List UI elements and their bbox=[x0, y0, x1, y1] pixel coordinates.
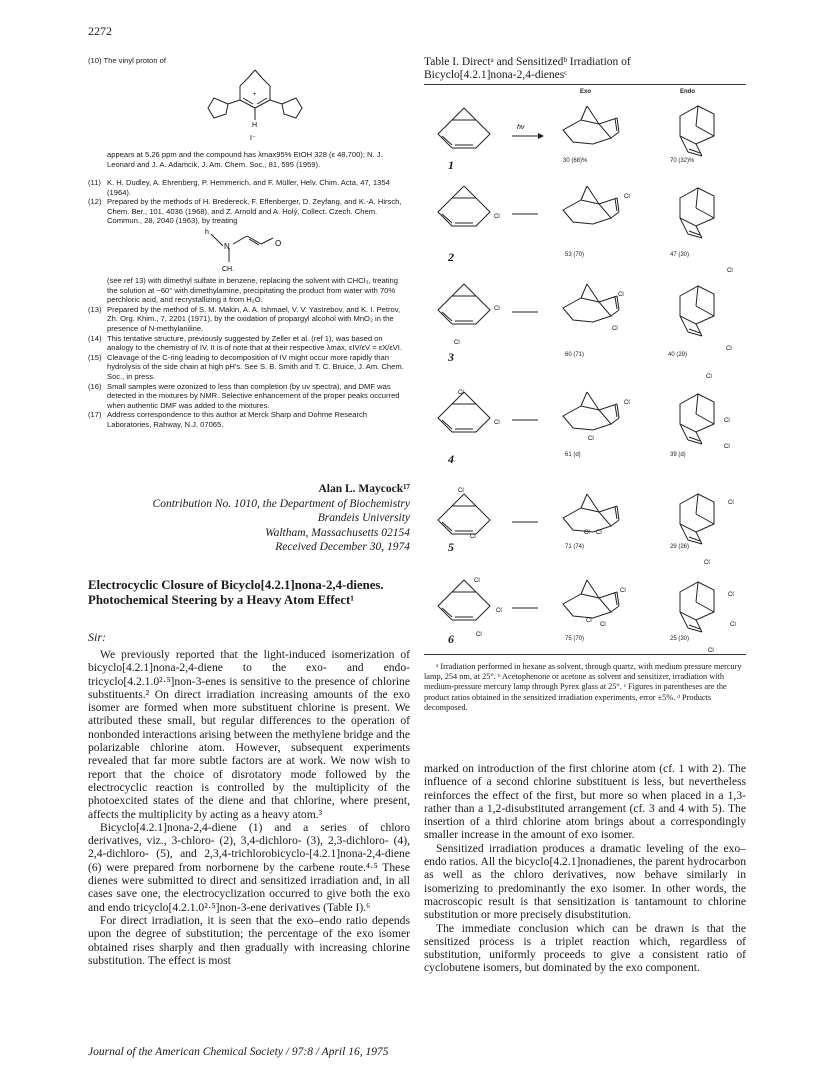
ref15-num: (15) bbox=[88, 352, 102, 362]
struct1-h: H bbox=[252, 122, 258, 129]
struct1-i: I⁻ bbox=[250, 135, 256, 142]
row-5-exo-yield: 71 (74) bbox=[565, 544, 585, 550]
article-body-right bbox=[424, 762, 746, 975]
row-2-exo-yield: 53 (70) bbox=[565, 252, 585, 258]
row-1-endo bbox=[680, 106, 714, 156]
refs-11-12 bbox=[88, 178, 410, 226]
ref10-head: (10) The vinyl proton of bbox=[88, 56, 166, 65]
cl-5c: Cl bbox=[584, 530, 590, 536]
ref13-text: Prepared by the method of S. M. Makin, A. A. Ishmael, V. V. Yastrebov, and K. I. Petrov, Zh. Org. Khim., 7, 2201 (1971), by the oxidation of propargyl alcohol with MnO₂ in the presence of N-methylaniline. bbox=[107, 304, 401, 333]
row-2-endo bbox=[680, 188, 714, 238]
cl-3a: Cl bbox=[494, 306, 500, 312]
page-number: 2272 bbox=[88, 24, 112, 38]
ref17-text: Address correspondence to this author at Merck Sharp and Dohme Research Laboratories, Rahway, N.J. 07065. bbox=[107, 410, 368, 429]
cl-6d: Cl bbox=[620, 588, 626, 594]
ref16-num: (16) bbox=[88, 381, 102, 391]
cl-2c: Cl bbox=[727, 268, 733, 274]
ref12-text: Prepared by the methods of H. Bredereck, F. Effenberger, D. Zeyfang, and K.-A. Hirsch, Chem. Ber., 101, 4036 (1968), and Z. Arnold and A. Holý, Collect. Czech. Chem. Commun., 28, 2040 (1963), by treating bbox=[107, 197, 402, 226]
row-5-diene bbox=[438, 494, 490, 534]
ref15-text: Cleavage of the C-ring leading to decomposition of IV might occur more rapidly than hydrolysis of the side chain at high pH's. See S. B. Smith and T. C. Bruice, J. Am. Chem. Soc., in press. bbox=[107, 352, 404, 381]
cl-3f: Cl bbox=[706, 374, 712, 380]
compound-number-4: 4 bbox=[448, 452, 454, 466]
cl-6f: Cl bbox=[600, 622, 606, 628]
row-3-exo-yield: 60 (71) bbox=[565, 352, 585, 358]
row-6-endo bbox=[680, 582, 714, 632]
table-title-line1: Table I. Directᵃ and Sensitizedᵇ Irradiation of bbox=[424, 56, 631, 68]
cl-6i: Cl bbox=[708, 648, 714, 654]
row-4-diene bbox=[438, 392, 490, 432]
table-footnotes: ᵃ Irradiation performed in hexane as solvent, through quartz, with medium pressure mercury lamp, 254 nm, at 25°. ᵇ Acetophenone or acetone as solvent and sensitizer, irradiation with medium-pressure mercury lamp through Pyrex glass at 25°. ᶜ Figures in parentheses are the product ratios obtained in the sensitized irradiation experiments, error ±5%. ᵈ Products decomposed. bbox=[424, 662, 742, 712]
row-5-endo-yield: 29 (26) bbox=[670, 544, 690, 550]
cl-4c: Cl bbox=[624, 400, 630, 406]
paragraph-6: The immediate conclusion which can be drawn is that the sensitized process is a triplet reaction which, regardless of substitution, uniformly proceeds to give a consistent ratio of cyclobutene isomers, but dominated by the exo component. bbox=[424, 921, 746, 975]
paragraph-4: marked on introduction of the first chlorine atom (cf. 1 with 2). The influence of a second chlorine substituent is less, but nevertheless reinforces the effect of the first, but more so when placed in a 1,3- rather than a 1,2-disubstituted arrangement (cf. 3 and 4 with 5). The insertion of a third chlorine atom brings about a correspondingly smaller increase in the amount of exo isomer. bbox=[424, 762, 746, 842]
affiliation-line2: Brandeis University bbox=[317, 512, 410, 524]
cl-3e: Cl bbox=[726, 346, 732, 352]
compound-number-5: 5 bbox=[448, 540, 454, 554]
row-1-exo-yield: 30 (68)% bbox=[563, 158, 588, 164]
author-name: Alan L. Maycock¹⁷ bbox=[318, 483, 410, 495]
ref16-text: Small samples were ozonized to less than completion (by uv spectra), and DMF was detected in the mixtures by NMR. Selective enhancement of the proper peaks occurred when authentic DMF was added to the mixtures. bbox=[107, 381, 400, 410]
cl-4f: Cl bbox=[724, 444, 730, 450]
cl-4a: Cl bbox=[458, 390, 464, 396]
row-1-exo bbox=[563, 106, 619, 144]
table-title-line2: Bicyclo[4.2.1]nona-2,4-dienesᶜ bbox=[424, 69, 568, 81]
row-5-endo bbox=[680, 494, 714, 544]
cl-5f: Cl bbox=[704, 560, 710, 566]
hv-label: hν bbox=[517, 124, 525, 131]
affiliation-line3: Waltham, Massachusetts 02154 bbox=[265, 526, 410, 539]
row-1-diene bbox=[438, 108, 490, 148]
article-body-left bbox=[88, 648, 410, 967]
reaction-table-drawing bbox=[424, 96, 746, 656]
ref17-num: (17) bbox=[88, 410, 102, 420]
row-2-endo-yield: 47 (30) bbox=[670, 252, 690, 258]
row-6-exo bbox=[563, 580, 619, 618]
paragraph-5: Sensitized irradiation produces a dramatic leveling of the exo–endo ratios. All the bicyclo[4.2.1]nonadienes, the parent hydrocarbon as well as the chloro derivatives, now behave similarly in isomerizing to predominantly the exo isomer. In other words, the macroscopic result is that sensitization is tantamount to chlorine substitution or more precisely disubstitution. bbox=[424, 841, 746, 922]
ref12-num: (12) bbox=[88, 197, 102, 207]
cl-5a: Cl bbox=[458, 488, 464, 494]
article-title: Electrocyclic Closure of Bicyclo[4.2.1]nona-2,4-dienes. Photochemical Steering by a Heavy Atom Effect¹ bbox=[88, 578, 384, 607]
ref11-num: (11) bbox=[88, 178, 101, 187]
row-4-exo-yield: 61 (d) bbox=[565, 452, 581, 458]
cl-4e: Cl bbox=[724, 418, 730, 424]
cl-6g: Cl bbox=[728, 592, 734, 598]
row-6-diene bbox=[438, 580, 490, 620]
row-1-endo-yield: 70 (32)% bbox=[670, 158, 695, 164]
cl-6e: Cl bbox=[586, 618, 592, 624]
table-title bbox=[424, 56, 746, 82]
ref11-text: K. H. Dudley, A. Ehrenberg, P. Hemmerich, and F. Müller, Helv. Chim. Acta, 47, 1354 (1964). bbox=[107, 178, 390, 197]
ref12-cont: (see ref 13) with dimethyl sulfate in benzene, replacing the solvent with CHCl₃, treating the solution at −60° with dimethylamine, precipitating the product from water with 70% perchloric acid, and recrystallizing it from H₂O. bbox=[107, 276, 398, 305]
cl-5b: Cl bbox=[470, 534, 476, 540]
col-header-endo: Endo bbox=[680, 89, 695, 95]
col-header-exo: Exo bbox=[580, 89, 592, 95]
structure-vinamidinium bbox=[200, 64, 310, 144]
cl-5e: Cl bbox=[728, 500, 734, 506]
row-3-diene bbox=[438, 284, 490, 324]
compound-number-1: 1 bbox=[448, 158, 454, 172]
struct1-plus: + bbox=[253, 92, 257, 98]
ref10-text: appears at 5.26 ppm and the compound has λmax95% EtOH 328 (ε 48,700); N. J. Leonard and J. A. Adamcik, J. Am. Chem. Soc., 81, 595 (1959). bbox=[107, 150, 383, 169]
ref13-num: (13) bbox=[88, 304, 102, 314]
row-4-endo-yield: 39 (d) bbox=[670, 452, 686, 458]
cl-3c: Cl bbox=[618, 292, 624, 298]
cl-5d: Cl bbox=[596, 530, 602, 536]
journal-footer: Journal of the American Chemical Society / 97:8 / April 16, 1975 bbox=[88, 1046, 389, 1058]
cl-3d: Cl bbox=[612, 326, 618, 332]
affiliation-line1: Contribution No. 1010, the Department of Biochemistry bbox=[152, 497, 410, 510]
salutation: Sir: bbox=[88, 630, 106, 644]
paragraph-2: Bicyclo[4.2.1]nona-2,4-diene (1) and a series of chloro derivatives, viz., 3-chloro- (2), 3,4-dichloro- (3), 2,3-dichloro- (4), 2,4-dichloro- (5), and 2,3,4-trichlorobicyclo-[4.2.1]nona-2,4-diene (6) were prepared from norbornene by the carbene route.⁴·⁵ These dienes were submitted to direct and sensitized irradiation and, in all cases save one, the electrocyclization occurred to give both the exo and endo tricyclo[4.2.1.0²·⁵]non-3-ene derivatives (Table I).⁶ bbox=[88, 820, 410, 914]
cl-6b: Cl bbox=[496, 608, 502, 614]
paragraph-1: We previously reported that the light-induced isomerization of bicyclo[4.2.1]nona-2,4-diene to the exo- and endo-tricyclo[4.2.1.0²·⁵]non-3-enes is sensitive to the presence of chlorine substituents.² On direct irradiation increasing amounts of the exo isomer are formed when more substituent chlorine is present. We attributed these small, but regular differences to the operation of nonbonded interactions arising between the methylene bridge and the polarizable chlorine atom. However, subsequent experiments revealed that far more subtle factors are at work. We now wish to report that the choice of disrotatory mode followed by the electrocyclic reaction is controlled by the multiplicity of the photoexcited states of the diene and that chlorine, where present, affects the multiplicity by acting as a heavy atom.³ bbox=[88, 648, 410, 821]
refs-12-to-17 bbox=[88, 276, 410, 430]
cl-6a: Cl bbox=[474, 578, 480, 584]
received-date: Received December 30, 1974 bbox=[275, 541, 410, 553]
struct2-n: N bbox=[224, 242, 230, 251]
row-2-diene bbox=[438, 186, 490, 226]
cl-2a: Cl bbox=[494, 214, 500, 220]
ref14-num: (14) bbox=[88, 333, 102, 343]
cl-6c: Cl bbox=[476, 632, 482, 638]
cl-4b: Cl bbox=[494, 420, 500, 426]
struct2-h: h bbox=[205, 229, 209, 236]
row-5-exo bbox=[563, 494, 619, 532]
ref14-text: This tentative structure, previously suggested by Zeller et al. (ref 1), was based on analogy to the chemistry of IV. It is of note that at their respective λmax, εIV/εV = εX/εVI. bbox=[107, 333, 402, 353]
cl-4d: Cl bbox=[588, 436, 594, 442]
struct2-ch: CH. bbox=[222, 266, 235, 273]
row-3-endo bbox=[680, 286, 714, 336]
paragraph-3: For direct irradiation, it is seen that the exo–endo ratio depends upon the degree of substitution; the percentage of the exo isomer obtained rises sharply and then gradually with increasing chlorine substitution. The effect is most bbox=[88, 913, 410, 967]
cl-6h: Cl bbox=[730, 622, 736, 628]
author-signature bbox=[88, 482, 410, 555]
table-rule-bottom bbox=[424, 654, 746, 655]
structure-aminopropenal bbox=[195, 226, 295, 274]
compound-number-3: 3 bbox=[448, 350, 454, 364]
row-4-endo bbox=[680, 394, 714, 444]
row-6-endo-yield: 25 (30) bbox=[670, 636, 690, 642]
compound-number-2: 2 bbox=[448, 250, 454, 264]
compound-number-6: 6 bbox=[448, 632, 454, 646]
row-3-exo bbox=[563, 284, 619, 322]
struct2-o: O bbox=[275, 239, 282, 248]
row-2-exo bbox=[563, 186, 619, 224]
row-6-exo-yield: 75 (70) bbox=[565, 636, 585, 642]
row-3-endo-yield: 40 (29) bbox=[668, 352, 688, 358]
row-4-exo bbox=[563, 392, 619, 430]
cl-3b: Cl bbox=[454, 340, 460, 346]
cl-2b: Cl bbox=[624, 194, 630, 200]
table-rule-top bbox=[424, 84, 746, 85]
